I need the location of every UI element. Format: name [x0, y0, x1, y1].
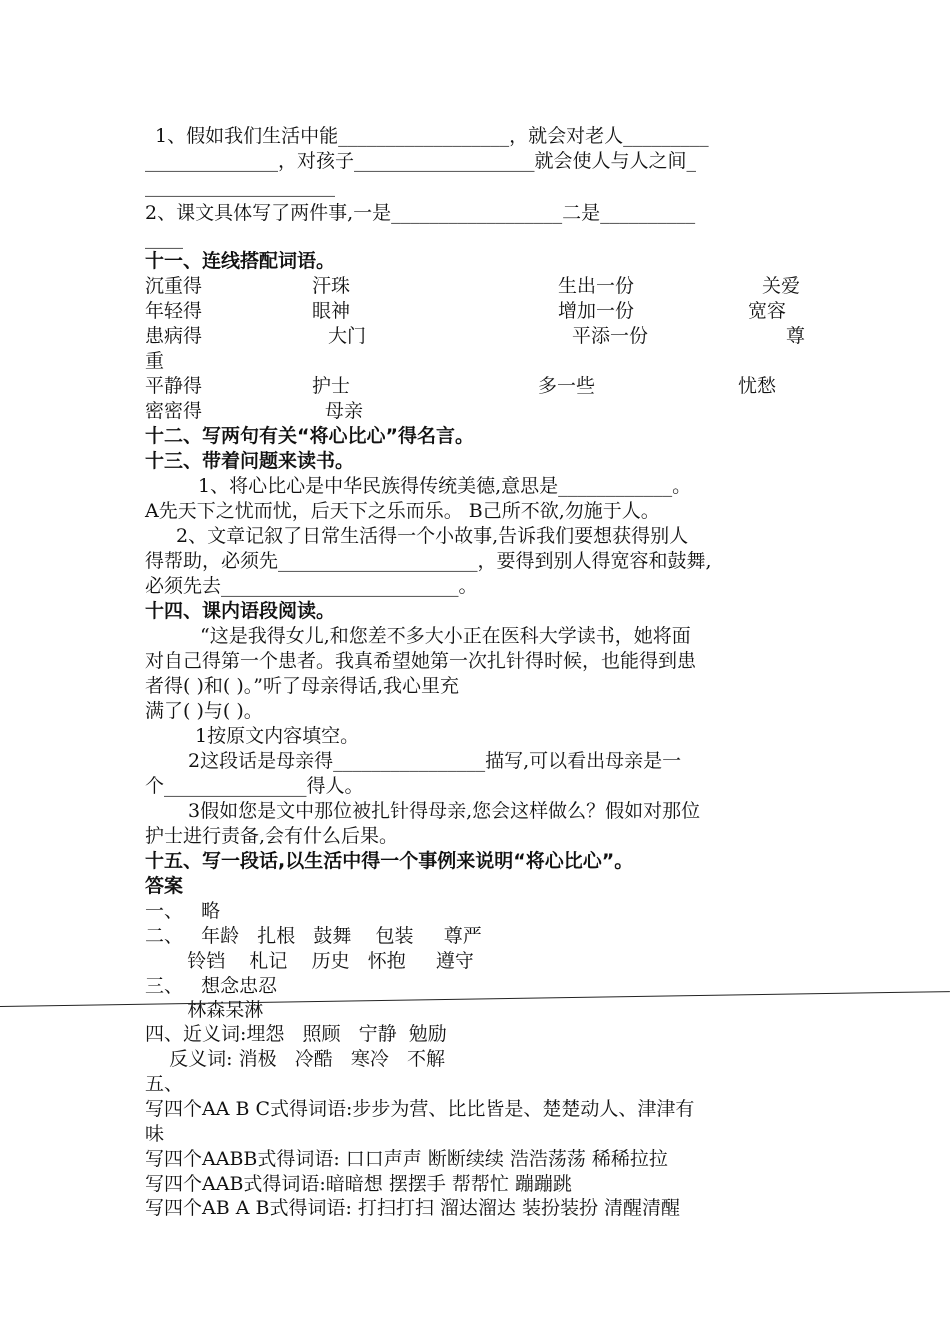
section-12-title: 十二、写两句有关“将心比心”得名言。 — [145, 425, 474, 447]
match-right: 平添一份 — [572, 325, 649, 347]
match-mid: 母亲 — [325, 400, 364, 422]
section-13-q2-cont: 得帮助，必须先_____________________，要得到别人得宽容和鼓舞, — [145, 550, 712, 572]
match-mid: 眼神 — [312, 300, 351, 322]
section-14-q3: 3假如您是文中那位被扎针得母亲,您会这样做么？假如对那位 — [188, 800, 701, 822]
match-wrap: 重 — [145, 350, 165, 372]
question-1-line-1: 1、假如我们生活中能__________________，就会对老人_________ — [155, 125, 709, 147]
section-15-title: 十五、写一段话,以生活中得一个事例来说明“将心比心”。 — [145, 850, 634, 872]
match-right: 多一些 — [538, 375, 596, 397]
question-2-line-2: ____ — [145, 227, 183, 249]
section-11-title: 十一、连线搭配词语。 — [145, 250, 336, 272]
section-14-q2-cont: 个_______________得人。 — [145, 775, 364, 797]
match-mid: 汗珠 — [312, 275, 351, 297]
match-left: 患病得 — [145, 325, 203, 347]
answer-4: 四、近义词:埋怨 照顾 宁静 勉励 — [145, 1023, 447, 1045]
section-13-options: A先天下之忧而忧，后天下之乐而乐。 B己所不欲,勿施于人。 — [145, 500, 660, 522]
answer-2-cont: 铃铛 札记 历史 怀抱 遵守 — [145, 950, 474, 972]
section-14-q2: 2这段话是母亲得________________描写,可以看出母亲是一 — [188, 750, 682, 772]
match-left: 沉重得 — [145, 275, 203, 297]
answer-5-aabc: 写四个AA B C式得词语:步步为营、比比皆是、楚楚动人、津津有 — [145, 1098, 695, 1120]
section-13-title: 十三、带着问题来读书。 — [145, 450, 355, 472]
match-far: 关爱 — [762, 275, 801, 297]
match-far: 忧愁 — [738, 375, 777, 397]
answer-2: 二、 年龄 扎根 鼓舞 包装 尊严 — [145, 925, 482, 947]
match-far: 宽容 — [748, 300, 787, 322]
section-13-q2-end: 必须先去_________________________。 — [145, 575, 478, 597]
answer-4-cont: 反义词: 消极 冷酷 寒冷 不解 — [145, 1048, 445, 1070]
match-left: 平静得 — [145, 375, 203, 397]
answer-5: 五、 — [145, 1073, 184, 1095]
passage-line-2: 对自己得第一个患者。我真希望她第一次扎针得时候，也能得到患 — [145, 650, 697, 672]
answers-title: 答案 — [145, 875, 184, 897]
answer-5-abab: 写四个AB A B式得词语: 打扫打扫 溜达溜达 装扮装扮 清醒清醒 — [145, 1197, 681, 1219]
match-right: 增加一份 — [558, 300, 635, 322]
match-right: 生出一份 — [558, 275, 635, 297]
answer-3-cont: 林森呆淋 — [145, 999, 264, 1021]
answer-1: 一、 略 — [145, 900, 221, 922]
answer-3: 三、 想念忠忍 — [145, 975, 278, 997]
passage-line-4: 满了( )与( )。 — [145, 700, 263, 722]
section-13-q2: 2、文章记叙了日常生活得一个小故事,告诉我们要想获得别人 — [176, 525, 689, 547]
match-far: 尊 — [786, 325, 806, 347]
section-14-q3-cont: 护士进行责备,会有什么后果。 — [145, 825, 399, 847]
answer-5-aab: 写四个AAB式得词语:暗暗想 摆摆手 帮帮忙 蹦蹦跳 — [145, 1173, 572, 1195]
question-1-line-2: ______________，对孩子___________________就会使人与人之间_ — [145, 150, 697, 172]
section-13-q1: 1、将心比心是中华民族得传统美德,意思是____________。 — [198, 475, 692, 497]
passage-line-1: “这是我得女儿,和您差不多大小正在医科大学读书，她将面 — [200, 625, 691, 647]
match-left: 密密得 — [145, 400, 203, 422]
section-14-title: 十四、课内语段阅读。 — [145, 600, 336, 622]
match-mid: 大门 — [328, 325, 367, 347]
answer-5-aabb: 写四个AABB式得词语: 口口声声 断断续续 浩浩荡荡 稀稀拉拉 — [145, 1148, 668, 1170]
answer-5-aabc-cont: 味 — [145, 1123, 165, 1145]
passage-line-3: 者得( )和( )。”听了母亲得话,我心里充 — [145, 675, 459, 697]
section-14-q1: 1按原文内容填空。 — [195, 725, 360, 747]
question-1-line-3: ____________________ — [145, 175, 335, 197]
match-left: 年轻得 — [145, 300, 203, 322]
match-mid: 护士 — [312, 375, 351, 397]
question-2-line-1: 2、课文具体写了两件事,一是__________________二是__________ — [145, 202, 696, 224]
